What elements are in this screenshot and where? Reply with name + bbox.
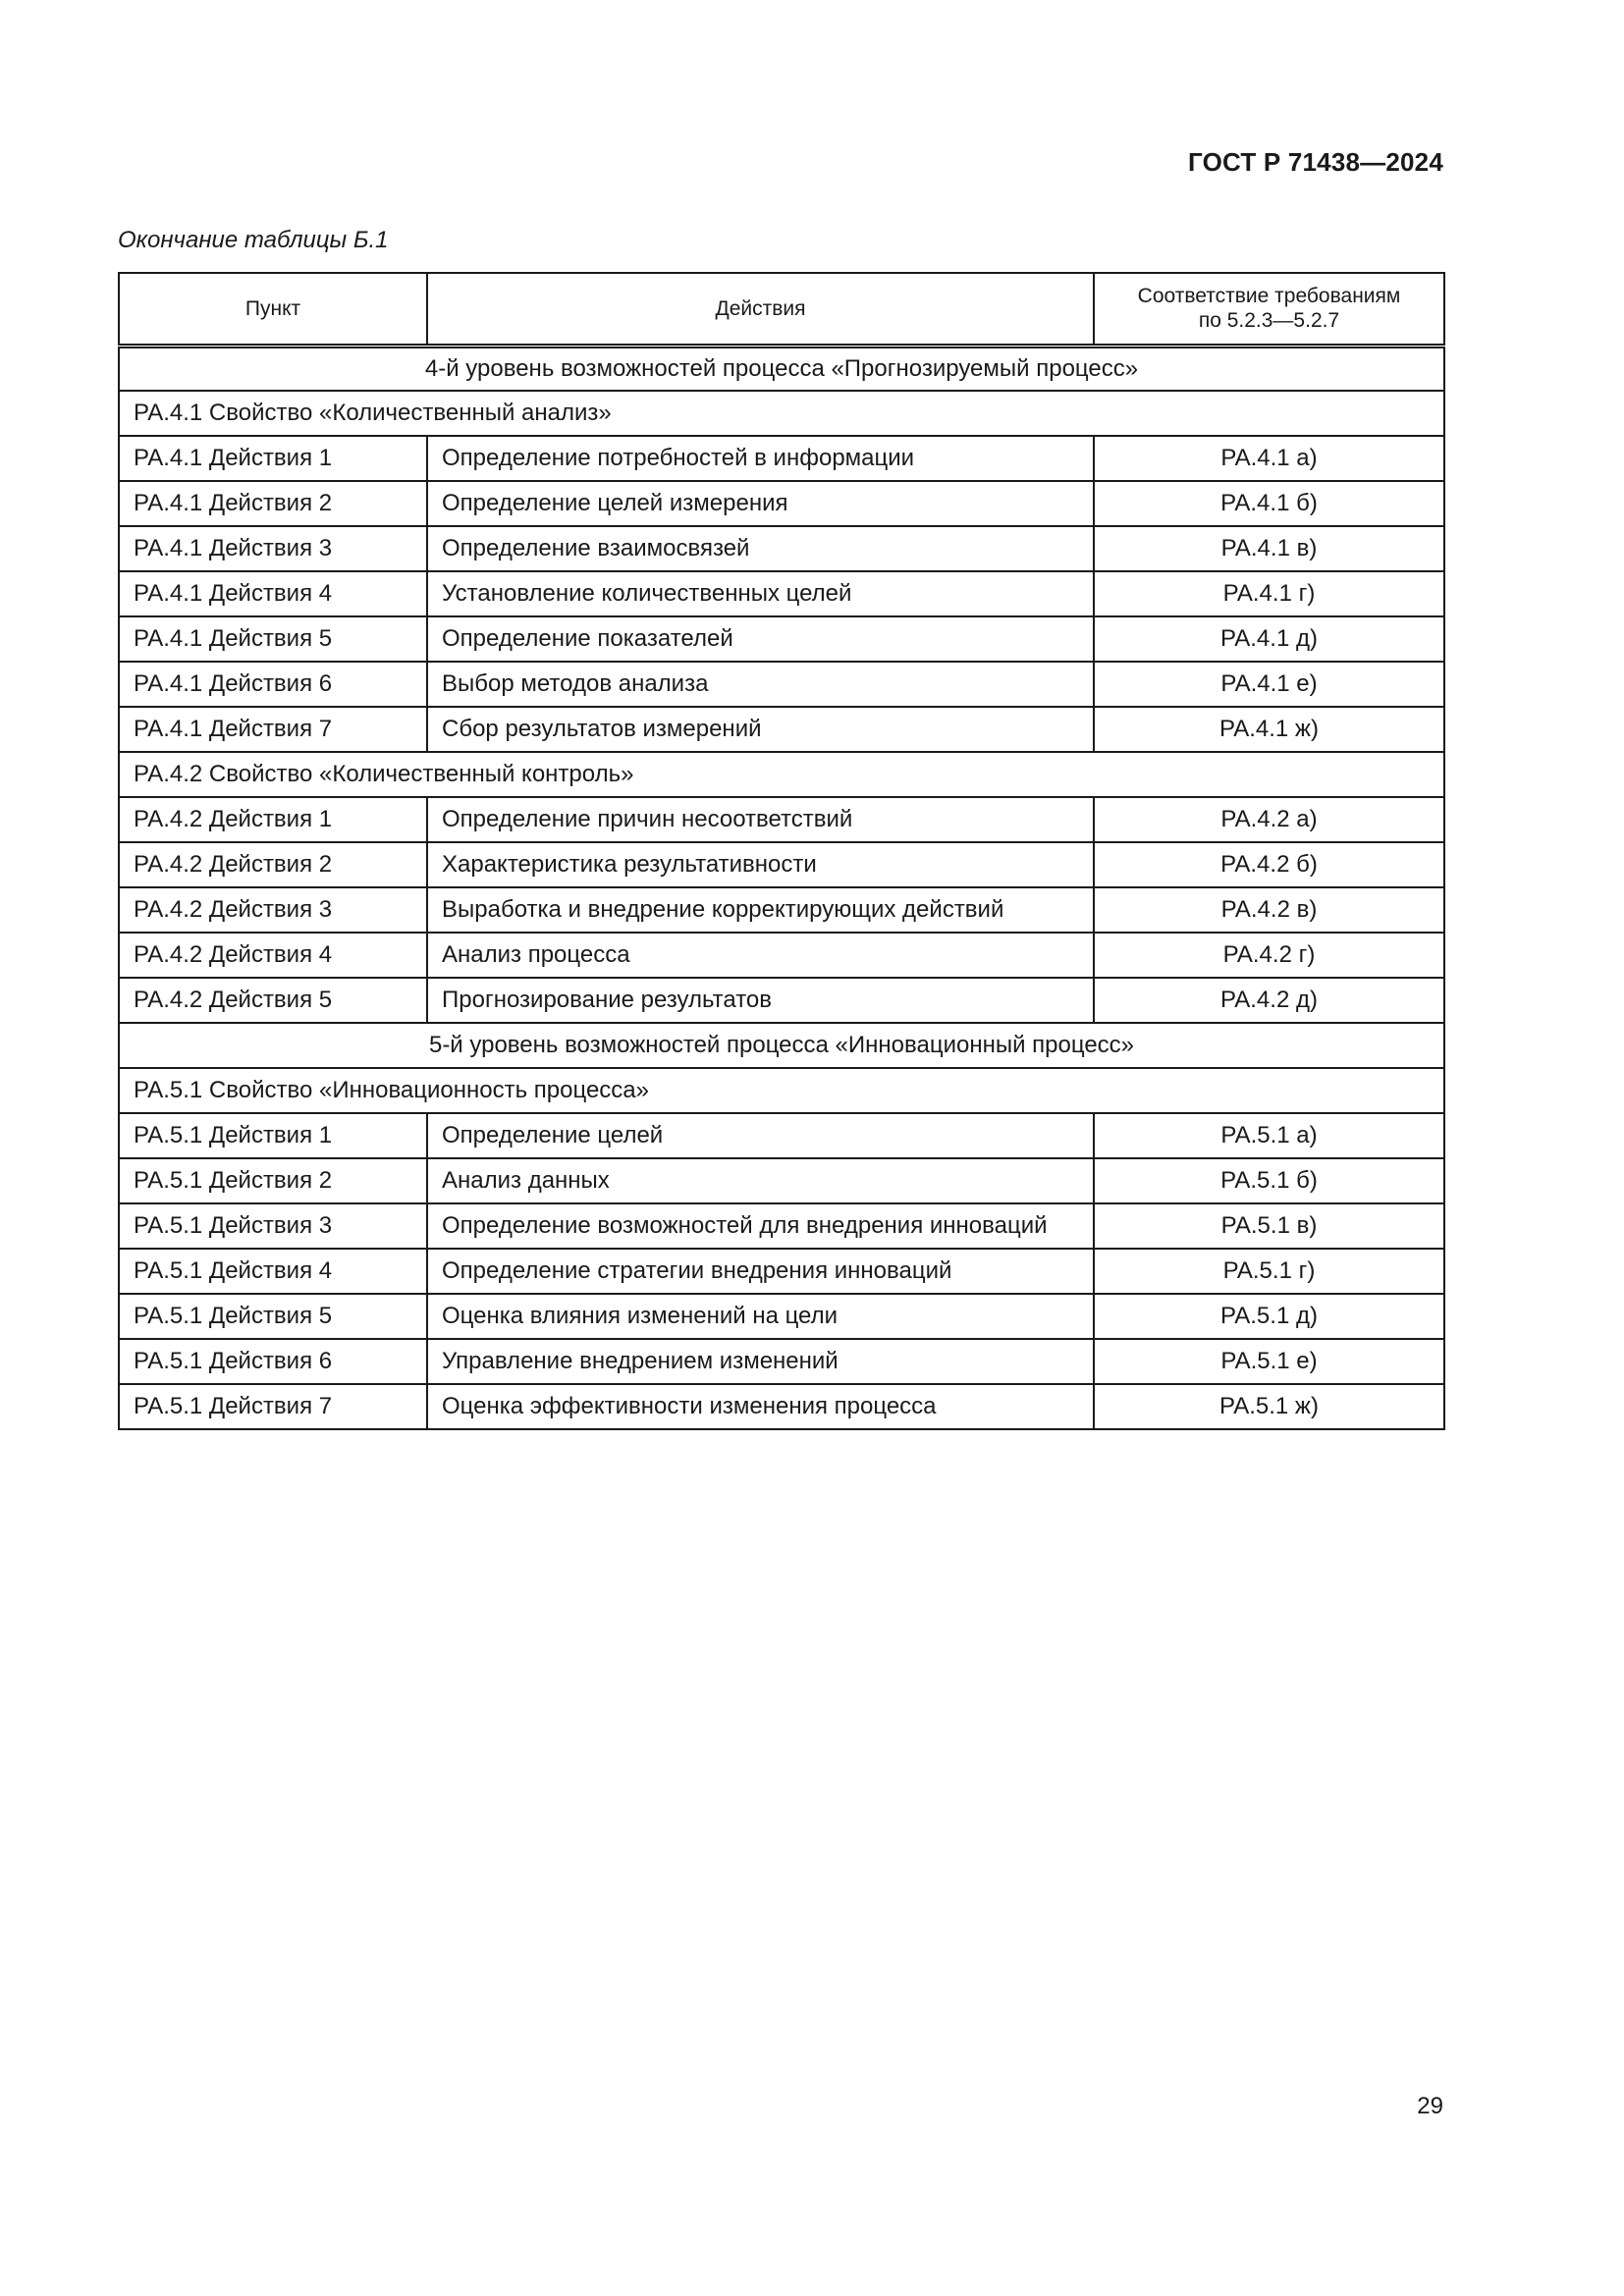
table-row bbox=[119, 1203, 1444, 1249]
cell-match: PA.4.1 ж) bbox=[1094, 707, 1444, 752]
column-header-match-line1: Соответствие требованиям bbox=[1137, 285, 1401, 308]
cell-item: PA.4.2 Действия 2 bbox=[119, 842, 427, 887]
cell-action: Определение взаимосвязей bbox=[427, 526, 1094, 571]
table-row bbox=[119, 436, 1444, 481]
cell-item: PA.4.1 Действия 2 bbox=[119, 481, 427, 526]
table-row bbox=[119, 481, 1444, 526]
table-row bbox=[119, 1113, 1444, 1158]
cell-match: PA.4.2 в) bbox=[1094, 887, 1444, 933]
property-row bbox=[119, 391, 1444, 436]
cell-action: Выработка и внедрение корректирующих действий bbox=[427, 887, 1094, 933]
cell-match: PA.4.2 б) bbox=[1094, 842, 1444, 887]
cell-item: PA.5.1 Действия 4 bbox=[119, 1249, 427, 1294]
column-header-match bbox=[1094, 273, 1444, 346]
table-row bbox=[119, 616, 1444, 662]
column-header-action: Действия bbox=[427, 273, 1094, 346]
cell-item: PA.5.1 Действия 6 bbox=[119, 1339, 427, 1384]
cell-match: PA.4.2 г) bbox=[1094, 933, 1444, 978]
document-code: ГОСТ Р 71438—2024 bbox=[1188, 147, 1443, 177]
cell-item: PA.4.1 Действия 3 bbox=[119, 526, 427, 571]
column-header-item: Пункт bbox=[119, 273, 427, 346]
cell-match: PA.5.1 д) bbox=[1094, 1294, 1444, 1339]
cell-action: Определение целей измерения bbox=[427, 481, 1094, 526]
cell-item: PA.4.1 Действия 7 bbox=[119, 707, 427, 752]
cell-item: PA.5.1 Действия 2 bbox=[119, 1158, 427, 1203]
property-heading: PA.4.1 Свойство «Количественный анализ» bbox=[119, 391, 1444, 436]
cell-item: PA.5.1 Действия 7 bbox=[119, 1384, 427, 1429]
table-row bbox=[119, 707, 1444, 752]
cell-item: PA.5.1 Действия 3 bbox=[119, 1203, 427, 1249]
cell-action: Анализ данных bbox=[427, 1158, 1094, 1203]
cell-action: Определение показателей bbox=[427, 616, 1094, 662]
cell-item: PA.4.1 Действия 6 bbox=[119, 662, 427, 707]
cell-action: Определение возможностей для внедрения инноваций bbox=[427, 1203, 1094, 1249]
cell-action: Оценка эффективности изменения процесса bbox=[427, 1384, 1094, 1429]
cell-match: PA.5.1 г) bbox=[1094, 1249, 1444, 1294]
cell-match: PA.5.1 ж) bbox=[1094, 1384, 1444, 1429]
table-row bbox=[119, 1384, 1444, 1429]
cell-item: PA.5.1 Действия 1 bbox=[119, 1113, 427, 1158]
table-header bbox=[119, 273, 1444, 346]
table-row bbox=[119, 933, 1444, 978]
cell-action: Определение стратегии внедрения инноваций bbox=[427, 1249, 1094, 1294]
header-row bbox=[119, 273, 1444, 346]
cell-match: PA.4.2 д) bbox=[1094, 978, 1444, 1023]
cell-action: Управление внедрением изменений bbox=[427, 1339, 1094, 1384]
property-heading: PA.5.1 Свойство «Инновационность процесса» bbox=[119, 1068, 1444, 1113]
table-row bbox=[119, 571, 1444, 616]
table-row bbox=[119, 526, 1444, 571]
table-row bbox=[119, 842, 1444, 887]
cell-item: PA.4.2 Действия 4 bbox=[119, 933, 427, 978]
cell-item: PA.4.2 Действия 3 bbox=[119, 887, 427, 933]
table-row bbox=[119, 1158, 1444, 1203]
cell-action: Определение целей bbox=[427, 1113, 1094, 1158]
cell-action: Выбор методов анализа bbox=[427, 662, 1094, 707]
cell-action: Анализ процесса bbox=[427, 933, 1094, 978]
cell-item: PA.4.1 Действия 5 bbox=[119, 616, 427, 662]
requirements-table bbox=[118, 272, 1445, 1430]
cell-match: PA.4.1 а) bbox=[1094, 436, 1444, 481]
cell-item: PA.5.1 Действия 5 bbox=[119, 1294, 427, 1339]
cell-match: PA.4.1 е) bbox=[1094, 662, 1444, 707]
level-row bbox=[119, 346, 1444, 391]
level-heading: 4-й уровень возможностей процесса «Прогнозируемый процесс» bbox=[119, 346, 1444, 391]
table-row bbox=[119, 1249, 1444, 1294]
table-row bbox=[119, 662, 1444, 707]
cell-match: PA.5.1 б) bbox=[1094, 1158, 1444, 1203]
cell-item: PA.4.2 Действия 1 bbox=[119, 797, 427, 842]
cell-action: Определение потребностей в информации bbox=[427, 436, 1094, 481]
cell-action: Сбор результатов измерений bbox=[427, 707, 1094, 752]
cell-action: Оценка влияния изменений на цели bbox=[427, 1294, 1094, 1339]
table-row bbox=[119, 887, 1444, 933]
page-number: 29 bbox=[1417, 2093, 1443, 2119]
table-row bbox=[119, 797, 1444, 842]
table-row bbox=[119, 1339, 1444, 1384]
cell-match: PA.4.2 а) bbox=[1094, 797, 1444, 842]
table-body bbox=[119, 346, 1444, 1429]
cell-action: Характеристика результативности bbox=[427, 842, 1094, 887]
cell-item: PA.4.2 Действия 5 bbox=[119, 978, 427, 1023]
property-row bbox=[119, 752, 1444, 797]
cell-match: PA.5.1 а) bbox=[1094, 1113, 1444, 1158]
cell-item: PA.4.1 Действия 4 bbox=[119, 571, 427, 616]
cell-match: PA.5.1 в) bbox=[1094, 1203, 1444, 1249]
cell-match: PA.4.1 в) bbox=[1094, 526, 1444, 571]
cell-match: PA.5.1 е) bbox=[1094, 1339, 1444, 1384]
cell-match: PA.4.1 б) bbox=[1094, 481, 1444, 526]
cell-action: Прогнозирование результатов bbox=[427, 978, 1094, 1023]
table-row bbox=[119, 1294, 1444, 1339]
property-row bbox=[119, 1068, 1444, 1113]
table-caption: Окончание таблицы Б.1 bbox=[118, 227, 389, 253]
cell-action: Установление количественных целей bbox=[427, 571, 1094, 616]
property-heading: PA.4.2 Свойство «Количественный контроль» bbox=[119, 752, 1444, 797]
cell-action: Определение причин несоответствий bbox=[427, 797, 1094, 842]
cell-item: PA.4.1 Действия 1 bbox=[119, 436, 427, 481]
level-row bbox=[119, 1023, 1444, 1068]
column-header-match-line2: по 5.2.3—5.2.7 bbox=[1198, 309, 1340, 333]
level-heading: 5-й уровень возможностей процесса «Инновационный процесс» bbox=[119, 1023, 1444, 1068]
table-row bbox=[119, 978, 1444, 1023]
cell-match: PA.4.1 г) bbox=[1094, 571, 1444, 616]
cell-match: PA.4.1 д) bbox=[1094, 616, 1444, 662]
